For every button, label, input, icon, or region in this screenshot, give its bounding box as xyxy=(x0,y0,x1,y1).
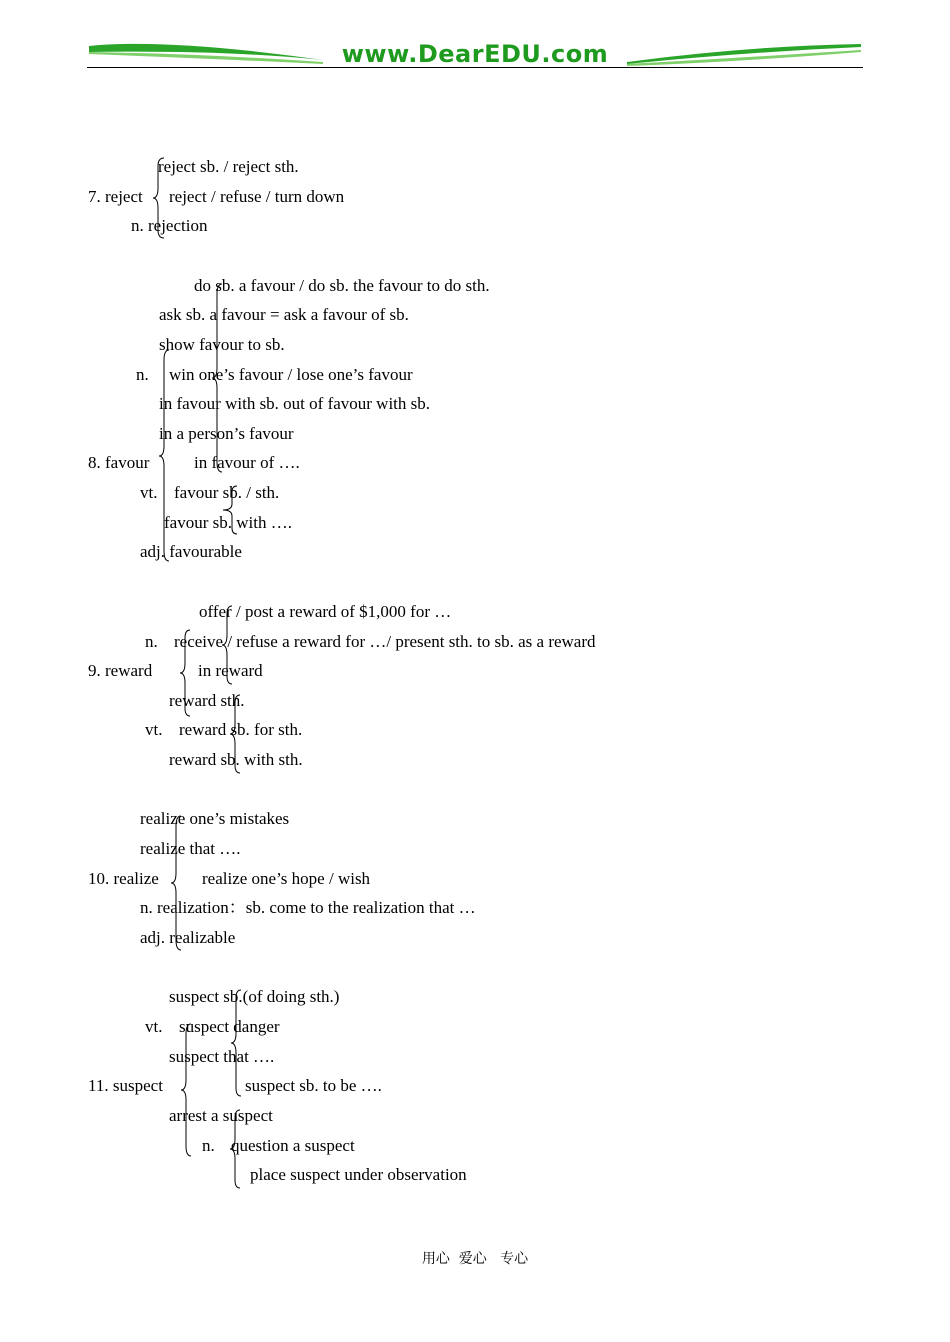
reward-line-3: in reward xyxy=(198,661,263,680)
suspect-line-5: arrest a suspect xyxy=(169,1106,273,1125)
suspect-line-1: suspect sb.(of doing sth.) xyxy=(169,987,340,1006)
reward-line-4: reward sth. xyxy=(169,691,245,710)
favour-vt-label: vt. xyxy=(140,483,158,502)
suspect-vt-brace xyxy=(230,988,244,1098)
favour-line-7: in favour of …. xyxy=(194,453,300,472)
page-footer: 用心 爱心 专心 xyxy=(421,1251,529,1267)
realize-line-1: realize one’s mistakes xyxy=(140,809,290,828)
reward-vt-brace xyxy=(229,693,243,775)
favour-n-label: n. xyxy=(136,365,149,384)
suspect-line-2: suspect danger xyxy=(179,1017,280,1036)
reward-vt-label: vt. xyxy=(145,720,163,739)
suspect-line-7: place suspect under observation xyxy=(250,1165,467,1184)
favour-line-1: do sb. a favour / do sb. the favour to do sth. xyxy=(194,276,490,295)
realize-brace xyxy=(170,814,184,952)
reject-brace xyxy=(152,156,168,240)
reward-line-1: offer / post a reward of $1,000 for … xyxy=(199,602,452,621)
reward-main-brace xyxy=(179,628,193,718)
favour-line-8: favour sb. / sth. xyxy=(174,483,280,502)
realize-line-5: adj. realizable xyxy=(140,928,236,947)
suspect-line-6: question a suspect xyxy=(231,1136,355,1155)
realize-line-2: realize that …. xyxy=(140,839,241,858)
reward-headword: 9. reward xyxy=(88,661,153,680)
favour-n-brace xyxy=(211,282,225,474)
favour-line-2: ask sb. a favour = ask a favour of sb. xyxy=(159,305,409,324)
reward-line-6: reward sb. with sth. xyxy=(169,750,303,769)
reward-line-2: receive / refuse a reward for …/ present sth. to sb. as a reward xyxy=(174,632,596,651)
favour-line-9: favour sb. with …. xyxy=(164,513,292,532)
suspect-n-brace xyxy=(229,1108,243,1190)
reward-n-brace xyxy=(221,604,235,686)
page-header xyxy=(87,38,863,70)
suspect-headword: 11. suspect xyxy=(88,1076,163,1095)
reject-headword: 7. reject xyxy=(88,187,143,206)
reward-n-label: n. xyxy=(145,632,158,651)
suspect-line-3: suspect that …. xyxy=(169,1047,275,1066)
favour-adj: adj. favourable xyxy=(140,542,242,561)
site-logo-text: www.DearEDU.com xyxy=(341,40,609,68)
suspect-vt-label: vt. xyxy=(145,1017,163,1036)
favour-main-brace xyxy=(158,348,172,563)
favour-line-3: show favour to sb. xyxy=(159,335,285,354)
realize-line-4: n. realization：sb. come to the realization that … xyxy=(140,898,476,917)
favour-vt-brace xyxy=(221,484,241,536)
reject-line-1: reject sb. / reject sth. xyxy=(158,157,299,176)
reject-line-2: reject / refuse / turn down xyxy=(169,187,345,206)
suspect-main-brace xyxy=(180,1022,194,1158)
favour-line-5: in favour with sb. out of favour with sb. xyxy=(159,394,431,413)
reject-line-3: n. rejection xyxy=(131,216,208,235)
reward-line-5: reward sb. for sth. xyxy=(179,720,303,739)
realize-line-3: realize one’s hope / wish xyxy=(202,869,371,888)
favour-line-6: in a person’s favour xyxy=(159,424,294,443)
suspect-n-label: n. xyxy=(202,1136,215,1155)
suspect-line-4: suspect sb. to be …. xyxy=(245,1076,382,1095)
realize-headword: 10. realize xyxy=(88,869,159,888)
favour-headword: 8. favour xyxy=(88,453,150,472)
header-rule xyxy=(87,67,863,68)
favour-line-4: win one’s favour / lose one’s favour xyxy=(169,365,413,384)
